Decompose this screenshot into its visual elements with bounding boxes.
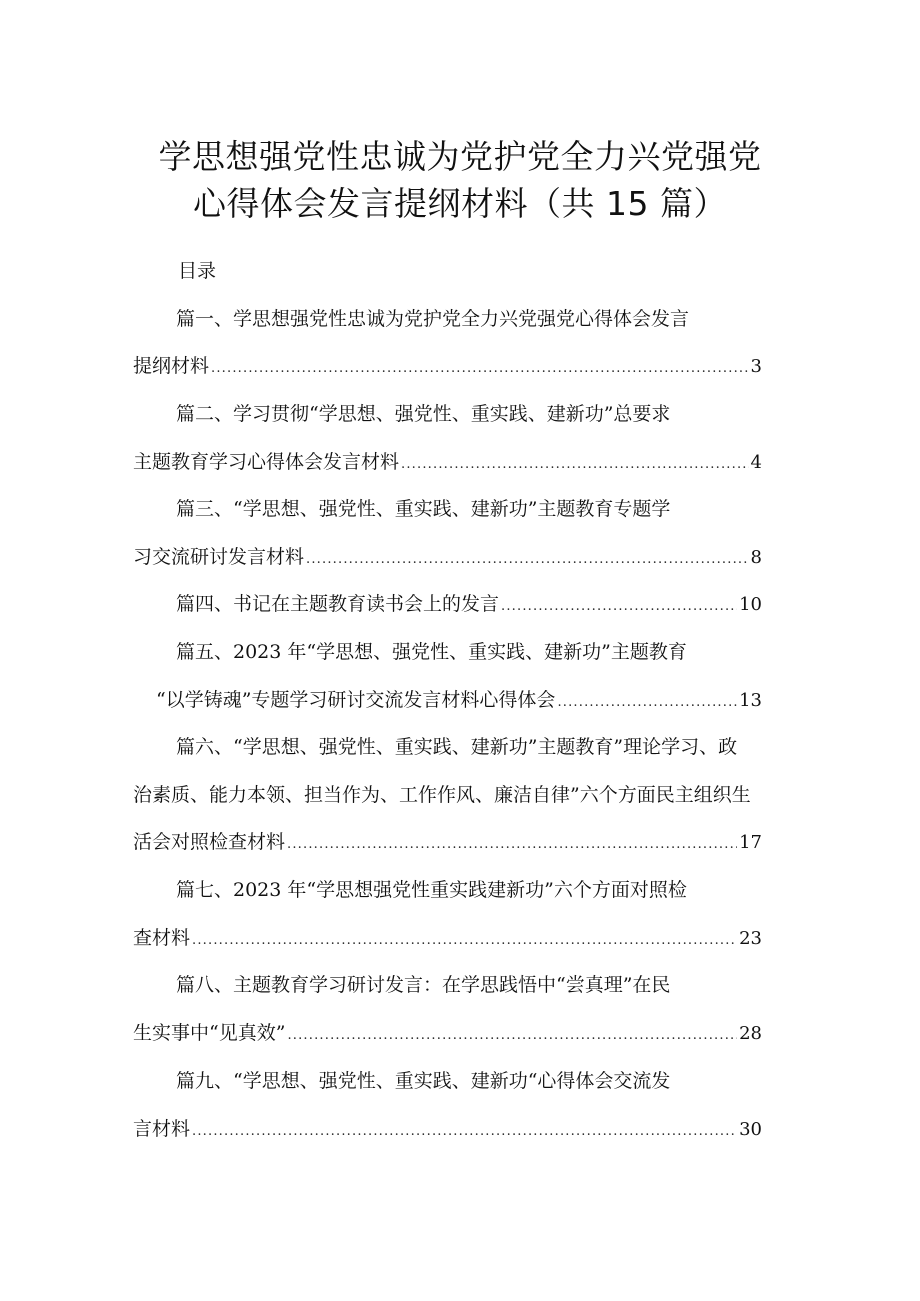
toc-entry-9-title: 言材料 (133, 1118, 191, 1140)
toc-entry-5[interactable] (156, 687, 762, 716)
toc-entry-1-line-1[interactable]: 篇一、学思想强党性忠诚为党护党全力兴党强党心得体会发言 (176, 308, 690, 330)
toc-entry-7-line-1[interactable]: 篇七、2023 年“学思想强党性重实践建新功”六个方面对照检 (176, 879, 687, 901)
toc-entry-2-title: 主题教育学习心得体会发言材料 (133, 451, 400, 473)
toc-entry-4-title: 篇四、书记在主题教育读书会上的发言 (176, 593, 500, 615)
toc-entry-9-page: 30 (739, 1119, 762, 1140)
toc-entry-6-page: 17 (739, 832, 762, 853)
toc-entry-1[interactable] (133, 353, 762, 382)
toc-entry-6-line-1[interactable]: 篇六、“学思想、强党性、重实践、建新功”主题教育”理论学习、政 (176, 736, 738, 758)
toc-entry-7[interactable] (133, 925, 762, 954)
toc-leader-dots (501, 594, 737, 620)
toc-leader-dots (287, 1023, 737, 1049)
toc-leader-dots (306, 547, 749, 573)
toc-entry-6[interactable] (133, 829, 762, 858)
toc-entry-2[interactable] (133, 449, 762, 478)
toc-entry-5-page: 13 (739, 690, 762, 711)
toc-entry-5-line-1[interactable]: 篇五、2023 年“学思想、强党性、重实践、建新功”主题教育 (176, 641, 687, 663)
toc-leader-dots (401, 452, 749, 478)
toc-entry-9-line-1[interactable]: 篇九、“学思想、强党性、重实践、建新功“心得体会交流发 (176, 1070, 671, 1092)
toc-entry-4-page: 10 (739, 594, 762, 615)
toc-leader-dots (192, 1119, 737, 1145)
toc-entry-8-line-1[interactable]: 篇八、主题教育学习研讨发言：在学思践悟中“尝真理”在民 (176, 974, 671, 996)
document-title-line-1: 学思想强党性忠诚为党护党全力兴党强党 (158, 137, 762, 176)
toc-entry-3-page: 8 (750, 547, 762, 568)
toc-entry-2-page: 4 (750, 452, 762, 473)
toc-entry-9[interactable] (133, 1116, 762, 1145)
toc-leader-dots (211, 356, 749, 382)
toc-entry-7-page: 23 (739, 928, 762, 949)
toc-entry-7-title: 查材料 (133, 927, 191, 949)
toc-entry-3-line-1[interactable]: 篇三、“学思想、强党性、重实践、建新功”主题教育专题学 (176, 498, 671, 520)
toc-leader-dots (192, 928, 737, 954)
toc-entry-1-page: 3 (750, 356, 762, 377)
toc-heading: 目录 (178, 260, 217, 282)
toc-entry-6-title: 活会对照检查材料 (133, 831, 286, 853)
toc-entry-5-title: “以学铸魂”专题学习研讨交流发言材料心得体会 (156, 689, 556, 711)
toc-entry-4[interactable] (176, 591, 762, 620)
toc-entry-1-title: 提纲材料 (133, 355, 210, 377)
toc-entry-8[interactable] (133, 1020, 762, 1049)
toc-entry-3-title: 习交流研讨发言材料 (133, 546, 305, 568)
toc-entry-3[interactable] (133, 544, 762, 573)
document-title-line-2: 心得体会发言提纲材料（共 15 篇） (193, 184, 727, 223)
toc-entry-8-page: 28 (739, 1023, 762, 1044)
toc-entry-6-line-2[interactable]: 治素质、能力本领、担当作为、工作作风、廉洁自律”六个方面民主组织生 (133, 784, 751, 806)
toc-entry-2-line-1[interactable]: 篇二、学习贯彻“学思想、强党性、重实践、建新功”总要求 (176, 403, 671, 425)
toc-entry-8-title: 生实事中“见真效” (133, 1022, 286, 1044)
toc-leader-dots (287, 832, 737, 858)
toc-leader-dots (557, 690, 737, 716)
